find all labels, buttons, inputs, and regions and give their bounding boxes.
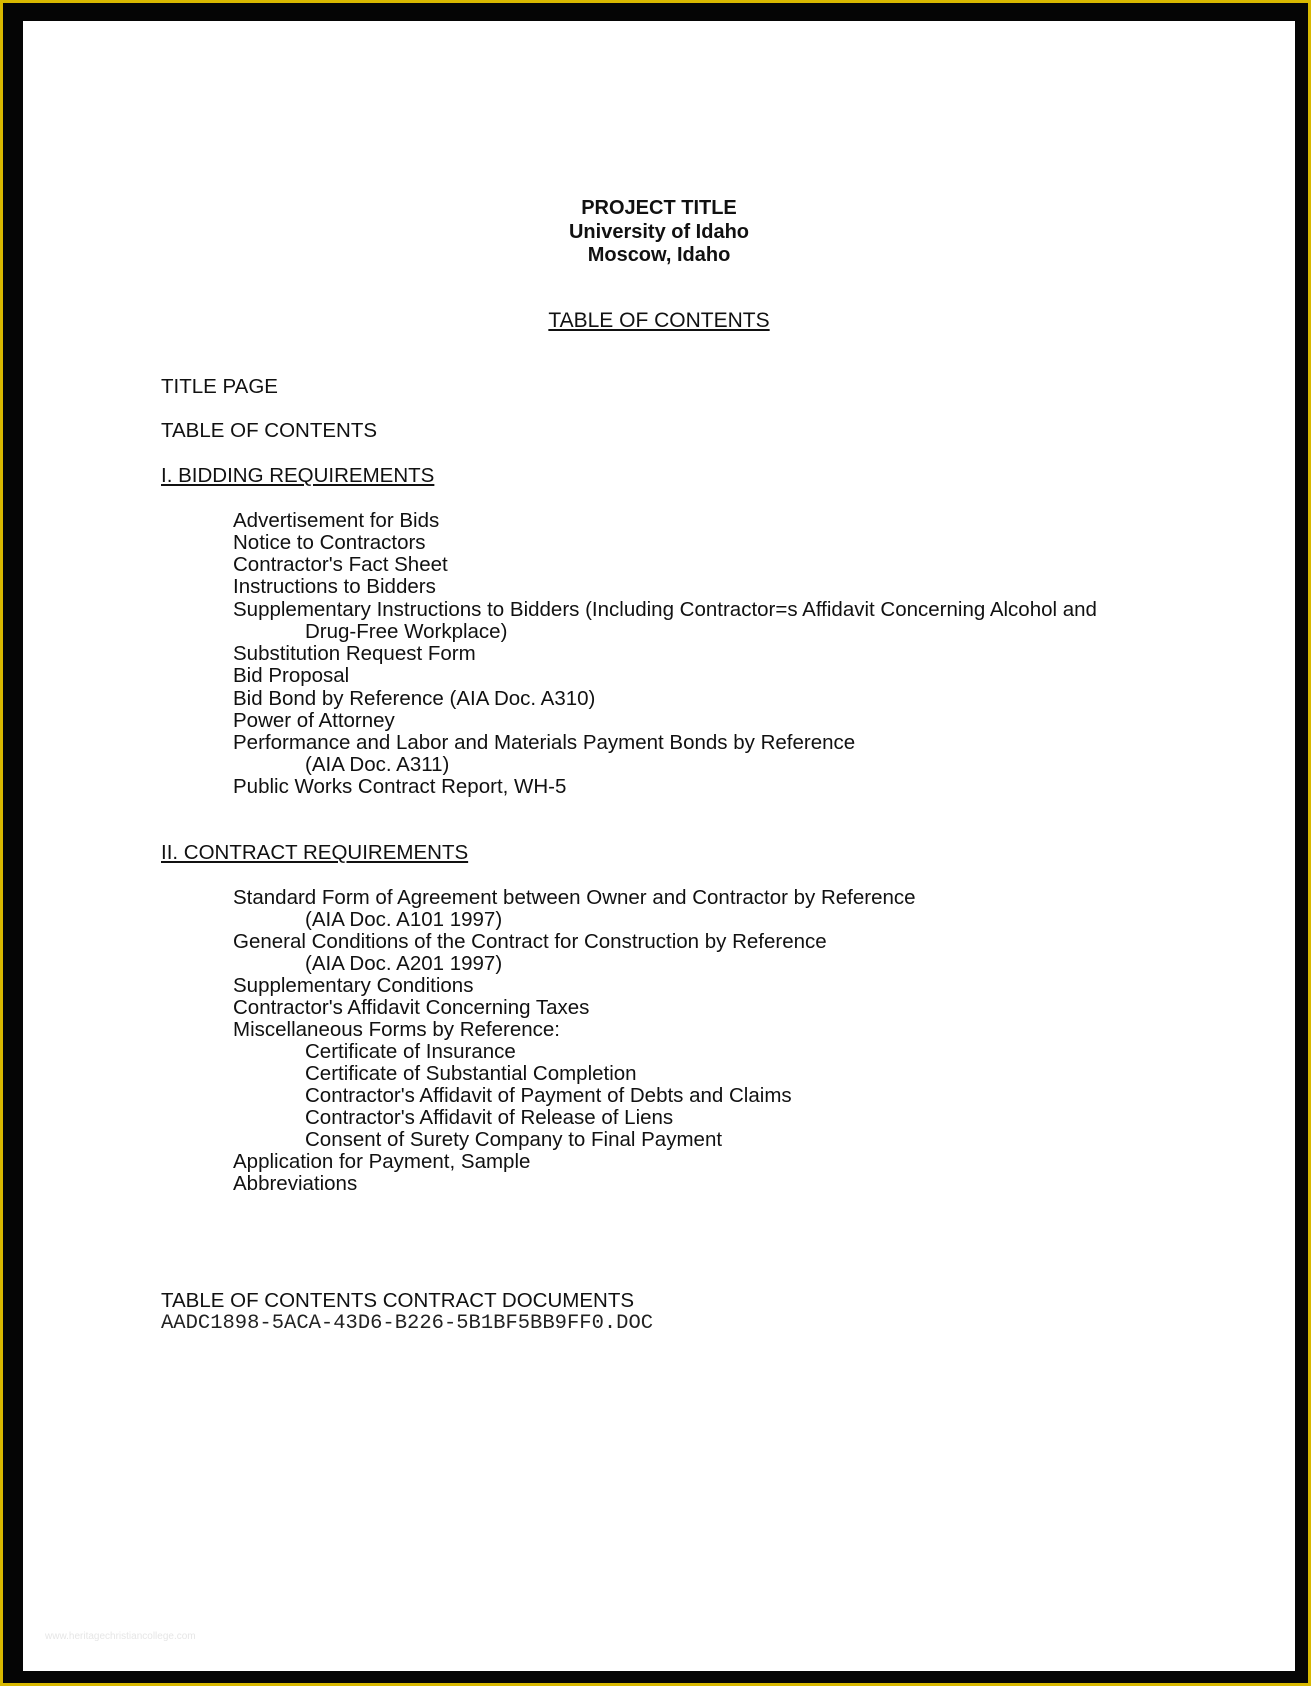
document-page <box>23 21 1295 1671</box>
list-item: Supplementary Conditions <box>233 974 474 997</box>
list-subitem: Contractor's Affidavit of Release of Liens <box>305 1106 674 1129</box>
institution-name: University of Idaho <box>568 221 750 243</box>
list-item-continuation: (AIA Doc. A101 1997) <box>305 908 503 931</box>
list-item: Bid Bond by Reference (AIA Doc. A310) <box>233 687 596 710</box>
toc-entry-table-of-contents: TABLE OF CONTENTS <box>161 419 378 442</box>
list-item: Contractor's Affidavit Concerning Taxes <box>233 996 590 1019</box>
section-heading-bidding: I. BIDDING REQUIREMENTS <box>161 464 435 487</box>
watermark: www.heritagechristiancollege.com <box>45 1631 196 1642</box>
project-title: PROJECT TITLE <box>581 197 737 219</box>
list-subitem: Contractor's Affidavit of Payment of Debts and Claims <box>305 1084 792 1107</box>
list-item: Miscellaneous Forms by Reference: <box>233 1018 560 1041</box>
list-subitem: Certificate of Substantial Completion <box>305 1062 637 1085</box>
section-heading-contract: II. CONTRACT REQUIREMENTS <box>161 841 469 864</box>
list-item: Bid Proposal <box>233 664 350 687</box>
footer-filename: AADC1898-5ACA-43D6-B226-5B1BF5BB9FF0.DOC <box>161 1312 654 1335</box>
list-item: Notice to Contractors <box>233 531 426 554</box>
list-item: Application for Payment, Sample <box>233 1150 531 1173</box>
list-subitem: Consent of Surety Company to Final Payment <box>305 1128 723 1151</box>
list-item: Power of Attorney <box>233 709 395 732</box>
list-item: Supplementary Instructions to Bidders (Including Contractor=s Affidavit Concerning Alcohol and <box>233 598 1097 621</box>
document-frame <box>3 3 1308 1683</box>
list-subitem: Certificate of Insurance <box>305 1040 516 1063</box>
list-item: Performance and Labor and Materials Payment Bonds by Reference <box>233 731 856 754</box>
list-item: Substitution Request Form <box>233 642 476 665</box>
toc-heading: TABLE OF CONTENTS <box>548 309 770 332</box>
list-item-continuation: (AIA Doc. A311) <box>305 753 450 776</box>
list-item: Contractor's Fact Sheet <box>233 553 448 576</box>
list-item: Public Works Contract Report, WH-5 <box>233 775 567 798</box>
location: Moscow, Idaho <box>587 244 731 266</box>
list-item: Standard Form of Agreement between Owner and Contractor by Reference <box>233 886 916 909</box>
list-item: Abbreviations <box>233 1172 358 1195</box>
list-item: Advertisement for Bids <box>233 509 440 532</box>
list-item-continuation: Drug-Free Workplace) <box>305 620 508 643</box>
list-item-continuation: (AIA Doc. A201 1997) <box>305 952 503 975</box>
list-item: Instructions to Bidders <box>233 575 436 598</box>
footer-label: TABLE OF CONTENTS CONTRACT DOCUMENTS <box>161 1289 635 1312</box>
toc-entry-title-page: TITLE PAGE <box>161 375 278 398</box>
list-item: General Conditions of the Contract for Construction by Reference <box>233 930 827 953</box>
